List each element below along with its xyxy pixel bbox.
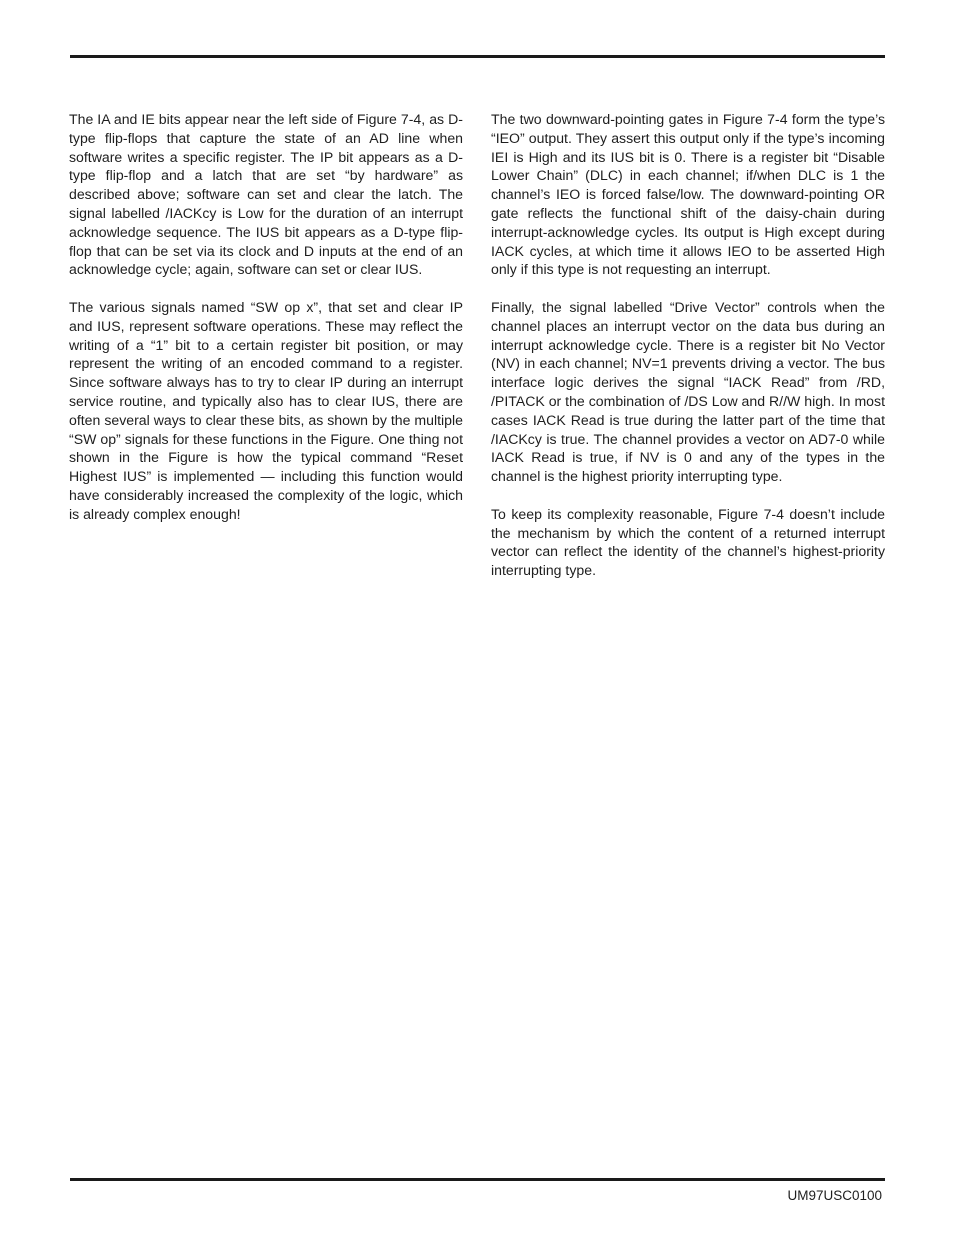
paragraph-ieo-output: The two downward-pointing gates in Figure 7-4 form the type’s “IEO” output. They assert this output only if the type’s incoming IEI is High and its IUS bit is 0. There is a register bit “Disable Lower Chain” (DLC) in each channel; if/when DLC is 1 the channel’s IEO is forced false/low. The downward-pointing OR gate reflects the functional shift of the daisy-chain during interrupt-acknowledge cycles. Its output is High except during IACK cycles, at which time it allows IEO to be asserted High only if this type is not requesting an interrupt. <box>491 111 885 278</box>
paragraph-sw-op-signals: The various signals named “SW op x”, that set and clear IP and IUS, represent software operations. These may reflect the writing of a “1” bit to a certain register bit position, or may represent the writing of an encoded command to a register. Since software always has to try to clear IP during an interrupt service routine, and typically also has to clear IUS, there are often several ways to clear these bits, as shown by the multiple “SW op” signals for these functions in the Figure. One thing not shown in the Figure is how the typical command “Reset Highest IUS” is implemented — including this function would have considerably increased the complexity of the logic, which is already complex enough! <box>69 298 463 522</box>
footer-rule <box>70 1178 885 1181</box>
left-text-column <box>69 110 463 542</box>
paragraph-complexity-note: To keep its complexity reasonable, Figure 7-4 doesn’t include the mechanism by which the content of a returned interrupt vector can reflect the identity of the channel’s highest-priority interrupting type. <box>491 505 885 579</box>
paragraph-drive-vector: Finally, the signal labelled “Drive Vector” controls when the channel places an interrupt vector on the data bus during an interrupt acknowledge cycle. There is a register bit No Vector (NV) in each channel; NV=1 prevents driving a vector. The bus interface logic derives the signal “IACK Read” from /RD, /PITACK or the combination of /DS Low and R//W high. In most cases IACK Read is true during the latter part of the time that /IACKcy is true. The channel provides a vector on AD7-0 while IACK Read is true, if NV is 0 and any of the types in the channel is the highest priority interrupting type. <box>491 298 885 485</box>
right-text-column <box>491 110 885 599</box>
document-id: UM97USC0100 <box>787 1188 882 1203</box>
paragraph-ia-ie-bits: The IA and IE bits appear near the left side of Figure 7-4, as D-type flip-flops that capture the state of an AD line when software writes a specific register. The IP bit appears as a D-type flip-flop and a latch that are set “by hardware” as described above; software can set and clear the latch. The signal labelled /IACKcy is Low for the duration of an interrupt acknowledge sequence. The IUS bit appears as a D-type flip-flop that can be set via its clock and D inputs at the end of an acknowledge cycle; again, software can set or clear IUS. <box>69 111 463 278</box>
header-rule <box>70 55 885 58</box>
